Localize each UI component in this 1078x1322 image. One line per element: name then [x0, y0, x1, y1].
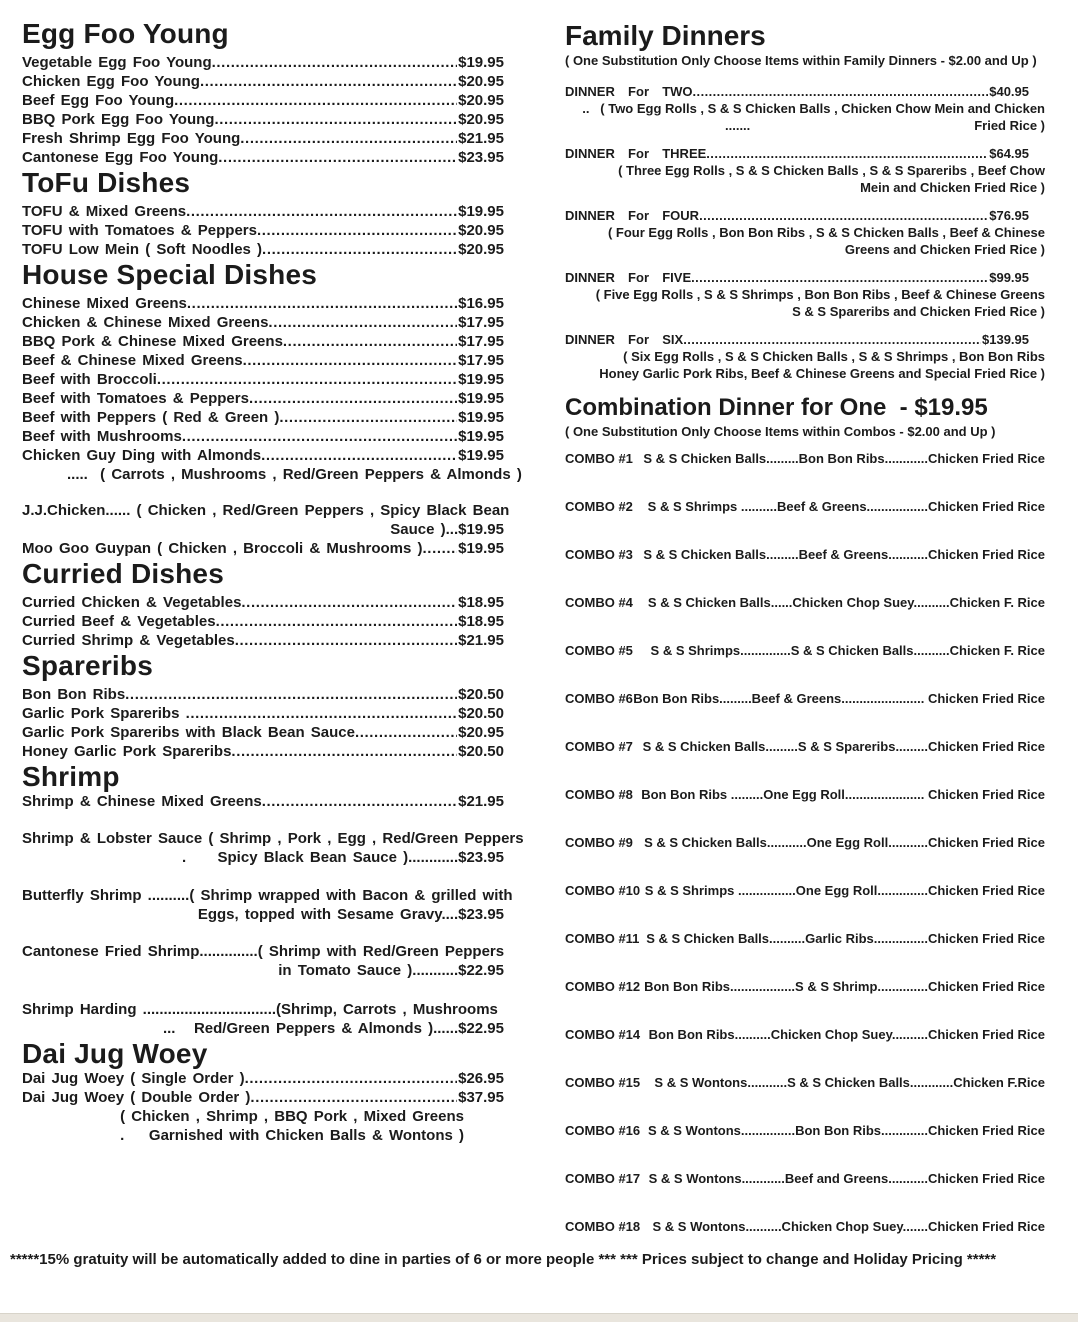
dinner-price: $40.95	[989, 84, 1029, 99]
dot-leader	[355, 723, 457, 742]
item-name: Garlic Pork Spareribs	[22, 705, 186, 722]
lobster-line2-dot: .	[182, 849, 187, 866]
dinner-for-four	[565, 207, 1045, 258]
combo-row	[565, 978, 1045, 995]
dinner-for-two	[565, 83, 1045, 134]
item-name: Beef with Tomatoes & Peppers	[22, 390, 249, 407]
dinner-desc-line1: ( Three Egg Rolls , S & S Chicken Balls , S & S Spareribs , Beef Chow	[618, 163, 1045, 178]
combo-row	[565, 1122, 1045, 1139]
dinner-for-three	[565, 145, 1045, 196]
item-price: $37.95	[458, 1089, 504, 1106]
item-price: $20.95	[458, 73, 504, 90]
item-price: $20.95	[458, 724, 504, 741]
harding-line2: ... Red/Green Peppers & Almonds )......$22.95	[162, 1020, 504, 1037]
combo-label: COMBO #14	[565, 1027, 641, 1042]
combo-label: COMBO #10	[565, 883, 641, 898]
section-tofu-dishes	[22, 167, 504, 259]
cantonese-line2: in Tomato Sauce )...........$22.95	[278, 962, 504, 979]
dot-leader	[200, 72, 457, 91]
combo-text: S & S Chicken Balls.........Bon Bon Ribs............Chicken Fried Rice	[643, 451, 1045, 466]
item-name: TOFU Low Mein ( Soft Noodles )	[22, 241, 263, 258]
combo-row	[565, 690, 1045, 707]
combo-text: S & S Shrimps..............S & S Chicken Balls..........Chicken F. Rice	[650, 643, 1045, 658]
item-name: Dai Jug Woey ( Double Order )	[22, 1089, 251, 1106]
section-title-combination-dinner: Combination Dinner for One - $19.95	[565, 394, 988, 421]
dot-leader	[249, 389, 457, 408]
dot-leader	[250, 1088, 457, 1107]
combo-row	[565, 930, 1045, 947]
menu-item	[22, 332, 504, 351]
menu-item	[22, 221, 504, 240]
combo-row	[565, 546, 1045, 563]
dot-leader	[245, 1069, 458, 1088]
item-price: $19.95	[458, 54, 504, 71]
dot-leader	[186, 202, 457, 221]
menu-item	[22, 685, 504, 704]
dinner-desc-line2: Honey Garlic Pork Ribs, Beef & Chinese Greens and Special Fried Rice )	[599, 366, 1045, 381]
lobster-line1: Shrimp & Lobster Sauce ( Shrimp , Pork , Egg , Red/Green Peppers	[22, 830, 524, 847]
menu-item	[22, 129, 504, 148]
item-price: $19.95	[458, 390, 504, 407]
butterfly-line1: Butterfly Shrimp ..........( Shrimp wrapped with Bacon & grilled with	[22, 887, 513, 904]
desc-text: Fried Rice )	[974, 118, 1045, 133]
dinner-for-five	[565, 269, 1045, 320]
section-curried-dishes	[22, 558, 504, 650]
item-price: $20.50	[458, 705, 504, 722]
section-egg-foo-young	[22, 18, 504, 167]
combo-row	[565, 1026, 1045, 1043]
dinner-price: $76.95	[989, 208, 1029, 223]
combo-text: S & S Chicken Balls...........One Egg Roll...........Chicken Fried Rice	[644, 835, 1045, 850]
combo-label: COMBO #16	[565, 1123, 641, 1138]
dot-leader	[262, 792, 457, 811]
section-title-shrimp: Shrimp	[22, 761, 120, 792]
right-column	[565, 18, 1045, 1235]
menu-item	[22, 704, 504, 723]
dot-leader	[231, 742, 457, 761]
dai-jug-woey-notes	[22, 1107, 504, 1145]
combo-label: COMBO #3	[565, 547, 633, 562]
item-name: TOFU with Tomatoes & Peppers	[22, 222, 257, 239]
menu-item	[22, 294, 504, 313]
item-name: Honey Garlic Pork Spareribs	[22, 743, 232, 760]
item-price: $16.95	[458, 295, 504, 312]
dinner-name: DINNER For FOUR	[565, 208, 700, 223]
combo-label: COMBO #5	[565, 643, 633, 658]
gratuity-notice: *****15% gratuity will be automatically added to dine in parties of 6 or more people *** *** Prices subject to change and Holiday Pricing *****	[10, 1251, 997, 1268]
menu-item	[22, 1069, 504, 1088]
combo-text: Bon Bon Ribs..................S & S Shrimp..............Chicken Fried Rice	[644, 979, 1045, 994]
combo-row	[565, 642, 1045, 659]
item-price: $20.95	[458, 111, 504, 128]
menu-item	[22, 389, 504, 408]
combo-row	[565, 1218, 1045, 1235]
menu-item	[22, 110, 504, 129]
bottom-strip	[0, 1313, 1078, 1322]
combo-row	[565, 786, 1045, 803]
dot-leader	[214, 110, 457, 129]
item-name: Curried Shrimp & Vegetables	[22, 632, 235, 649]
section-title-spareribs: Spareribs	[22, 650, 153, 681]
item-name: Chicken Guy Ding with Almonds	[22, 447, 262, 464]
section-house-special	[22, 259, 522, 558]
item-price: $18.95	[458, 613, 504, 630]
item-price: $21.95	[458, 130, 504, 147]
dinner-row	[565, 207, 1045, 224]
dinner-desc-line1: .. ( Two Egg Rolls , S & S Chicken Balls , Chicken Chow Mein and Chicken	[582, 101, 1045, 116]
item-price: $20.95	[458, 92, 504, 109]
dot-leader	[699, 207, 988, 224]
combo-text: S & S Wontons...............Bon Bon Ribs.............Chicken Fried Rice	[647, 1123, 1045, 1138]
dinner-name: DINNER For SIX	[565, 332, 684, 347]
item-price: $19.95	[458, 428, 504, 445]
guy-ding-ingredients-note: ..... ( Carrots , Mushrooms , Red/Green Peppers & Almonds )	[67, 466, 522, 483]
item-price: $19.95	[458, 540, 504, 557]
jj-chicken-line2: Sauce )...$19.95	[390, 521, 504, 538]
combo-text: S & S Chicken Balls.........Beef & Greens...........Chicken Fried Rice	[643, 547, 1045, 562]
item-name: Moo Goo Guypan ( Chicken , Broccoli & Mushrooms )	[22, 540, 423, 557]
item-name: Beef with Mushrooms	[22, 428, 182, 445]
item-name: Bon Bon Ribs	[22, 686, 126, 703]
menu-item	[22, 593, 504, 612]
item-price: $20.95	[458, 222, 504, 239]
item-price: $26.95	[458, 1070, 504, 1087]
dinner-desc-line2	[565, 117, 1045, 134]
dinner-row	[565, 145, 1045, 162]
dinner-desc-line2: S & S Spareribs and Chicken Fried Rice )	[792, 304, 1045, 319]
dot-leader	[125, 685, 457, 704]
combo-label: COMBO #8	[565, 787, 633, 802]
dinner-price: $139.95	[982, 332, 1029, 347]
combo-text: S & S Wontons...........S & S Chicken Balls............Chicken F.Rice	[654, 1075, 1045, 1090]
combo-text: S & S Shrimps ................One Egg Roll..............Chicken Fried Rice	[644, 883, 1045, 898]
item-name: Dai Jug Woey ( Single Order )	[22, 1070, 245, 1087]
section-title-dai-jug-woey: Dai Jug Woey	[22, 1038, 208, 1069]
dot-leader	[283, 332, 457, 351]
item-name: Beef with Broccoli	[22, 371, 157, 388]
menu-item	[22, 539, 504, 558]
dot-leader	[423, 539, 458, 558]
section-title-tofu-dishes: ToFu Dishes	[22, 167, 191, 198]
dot-leader	[261, 446, 457, 465]
dot-leader	[235, 631, 457, 650]
combo-label: COMBO #7	[565, 739, 633, 754]
item-price: $17.95	[458, 333, 504, 350]
dot-leader	[683, 331, 981, 348]
section-shrimp	[22, 761, 524, 1038]
cantonese-fried-shrimp-item	[22, 942, 504, 980]
item-price: $20.50	[458, 743, 504, 760]
combo-label: COMBO #11	[565, 931, 640, 946]
shrimp-lobster-sauce-item	[22, 829, 524, 867]
dot-leader	[218, 148, 457, 167]
section-combination-dinner	[565, 394, 1045, 1235]
item-name: Beef & Chinese Mixed Greens	[22, 352, 243, 369]
item-name: Cantonese Egg Foo Young	[22, 149, 219, 166]
item-name: Curried Beef & Vegetables	[22, 613, 216, 630]
menu-item	[22, 723, 504, 742]
jj-chicken-item	[22, 501, 510, 558]
combo-label: COMBO #2	[565, 499, 633, 514]
combo-label: COMBO #4	[565, 595, 633, 610]
menu-item	[22, 1088, 504, 1107]
dot-leader	[706, 145, 988, 162]
item-name: BBQ Pork Egg Foo Young	[22, 111, 215, 128]
section-title-egg-foo-young: Egg Foo Young	[22, 18, 229, 49]
item-name: Beef Egg Foo Young	[22, 92, 175, 109]
dot-leader	[187, 294, 457, 313]
combo-row	[565, 594, 1045, 611]
combo-label: COMBO #17	[565, 1171, 641, 1186]
item-price: $21.95	[458, 632, 504, 649]
dai-note-line1: ( Chicken , Shrimp , BBQ Pork , Mixed Greens	[120, 1108, 464, 1125]
desc-dots: .......	[725, 118, 751, 133]
item-price: $18.95	[458, 594, 504, 611]
item-price: $23.95	[458, 149, 504, 166]
combo-text: S & S Chicken Balls.........S & S Spareribs.........Chicken Fried Rice	[642, 739, 1045, 754]
menu-item	[22, 148, 504, 167]
item-price: $19.95	[458, 371, 504, 388]
butterfly-line2: Eggs, topped with Sesame Gravy....$23.95	[197, 906, 504, 923]
combo-text: Bon Bon Ribs .........One Egg Roll...................... Chicken Fried Rice	[641, 787, 1045, 802]
dinner-row	[565, 331, 1045, 348]
item-price: $19.95	[458, 409, 504, 426]
dot-leader	[174, 91, 457, 110]
section-dai-jug-woey	[22, 1038, 504, 1145]
dot-leader	[182, 427, 457, 446]
item-name: Fresh Shrimp Egg Foo Young	[22, 130, 241, 147]
dinner-for-six	[565, 331, 1045, 382]
dot-leader	[279, 408, 457, 427]
dinner-name: DINNER For TWO	[565, 84, 693, 99]
item-price: $17.95	[458, 314, 504, 331]
section-family-dinners	[565, 20, 1045, 382]
dot-leader	[186, 704, 458, 723]
lobster-line2-text: Spicy Black Bean Sauce )............$23.95	[217, 849, 504, 866]
dinner-price: $99.95	[989, 270, 1029, 285]
combo-text: Bon Bon Ribs.........Beef & Greens....................... Chicken Fried Rice	[633, 691, 1045, 706]
item-name: Chicken & Chinese Mixed Greens	[22, 314, 269, 331]
cantonese-line1: Cantonese Fried Shrimp..............( Shrimp with Red/Green Peppers	[22, 943, 505, 960]
dot-leader	[268, 313, 457, 332]
section-title-family-dinners: Family Dinners	[565, 20, 766, 51]
dot-leader	[157, 370, 457, 389]
item-name: Garlic Pork Spareribs with Black Bean Sauce	[22, 724, 355, 741]
dot-leader	[693, 83, 989, 100]
combo-label: COMBO #9	[565, 835, 633, 850]
dot-leader	[257, 221, 457, 240]
item-name: Beef with Peppers ( Red & Green )	[22, 409, 280, 426]
section-spareribs	[22, 650, 504, 761]
item-price: $17.95	[458, 352, 504, 369]
item-name: Chinese Mixed Greens	[22, 295, 187, 312]
item-name: Vegetable Egg Foo Young	[22, 54, 212, 71]
item-price: $20.95	[458, 241, 504, 258]
menu-item	[22, 742, 504, 761]
menu-item	[22, 202, 504, 221]
dinner-desc-line2: Mein and Chicken Fried Rice )	[860, 180, 1045, 195]
butterfly-shrimp-item	[22, 886, 513, 924]
combo-label: COMBO #1	[565, 451, 633, 466]
combo-row	[565, 882, 1045, 899]
item-name: Shrimp & Chinese Mixed Greens	[22, 793, 262, 810]
item-name: Chicken Egg Foo Young	[22, 73, 200, 90]
dinner-price: $64.95	[989, 146, 1029, 161]
combo-text: S & S Shrimps ..........Beef & Greens.................Chicken Fried Rice	[647, 499, 1045, 514]
combo-row	[565, 834, 1045, 851]
item-name: BBQ Pork & Chinese Mixed Greens	[22, 333, 283, 350]
combo-row	[565, 498, 1045, 515]
menu-item	[22, 792, 504, 811]
combo-row	[565, 1170, 1045, 1187]
menu-item	[22, 408, 504, 427]
item-price: $21.95	[458, 793, 504, 810]
combo-label: COMBO #6	[565, 691, 633, 706]
item-price: $19.95	[458, 203, 504, 220]
dinner-row	[565, 269, 1045, 286]
menu-item	[22, 631, 504, 650]
item-price: $20.50	[458, 686, 504, 703]
combo-label: COMBO #18	[565, 1219, 641, 1234]
combo-text: S & S Wontons..........Chicken Chop Suey.......Chicken Fried Rice	[652, 1219, 1045, 1234]
lobster-line2	[22, 848, 504, 867]
menu-item	[22, 370, 504, 389]
menu-item	[22, 351, 504, 370]
combo-text: S & S Chicken Balls......Chicken Chop Suey..........Chicken F. Rice	[647, 595, 1045, 610]
dinner-desc-line1: ( Four Egg Rolls , Bon Bon Ribs , S & S Chicken Balls , Beef & Chinese	[607, 225, 1045, 240]
section-title-curried-dishes: Curried Dishes	[22, 558, 224, 589]
harding-line1: Shrimp Harding ................................(Shrimp, Carrots , Mushrooms	[22, 1001, 498, 1018]
combo-text: S & S Wontons............Beef and Greens...........Chicken Fried Rice	[648, 1171, 1045, 1186]
item-price: $19.95	[458, 447, 504, 464]
combo-label: COMBO #15	[565, 1075, 641, 1090]
menu-item	[22, 53, 504, 72]
item-name: Curried Chicken & Vegetables	[22, 594, 242, 611]
dinner-desc-line2: Greens and Chicken Fried Rice )	[844, 242, 1045, 257]
menu-item	[22, 91, 504, 110]
section-title-house-special: House Special Dishes	[22, 259, 318, 290]
menu-item	[22, 72, 504, 91]
dot-leader	[691, 269, 988, 286]
dot-leader	[262, 240, 457, 259]
combo-text: S & S Chicken Balls..........Garlic Ribs...............Chicken Fried Rice	[646, 931, 1045, 946]
menu-item	[22, 446, 504, 465]
dinner-row	[565, 83, 1045, 100]
combo-row	[565, 738, 1045, 755]
dot-leader	[216, 612, 458, 631]
dinner-name: DINNER For THREE	[565, 146, 707, 161]
dinner-desc-line1: ( Five Egg Rolls , S & S Shrimps , Bon Bon Ribs , Beef & Chinese Greens	[595, 287, 1045, 302]
menu-item	[22, 240, 504, 259]
dot-leader	[241, 593, 457, 612]
jj-chicken-line1: J.J.Chicken...... ( Chicken , Red/Green Peppers , Spicy Black Bean	[22, 502, 510, 519]
shrimp-harding-item	[22, 1000, 504, 1038]
combo-row	[565, 450, 1045, 467]
menu-item	[22, 313, 504, 332]
dot-leader	[243, 351, 458, 370]
item-name: TOFU & Mixed Greens	[22, 203, 187, 220]
menu-item	[22, 612, 504, 631]
combo-label: COMBO #12	[565, 979, 641, 994]
menu-item	[22, 427, 504, 446]
family-dinners-subtitle: ( One Substitution Only Choose Items within Family Dinners - $2.00 and Up )	[565, 53, 1037, 68]
dinner-desc-line1: ( Six Egg Rolls , S & S Chicken Balls , S & S Shrimps , Bon Bon Ribs	[623, 349, 1045, 364]
left-column	[22, 18, 524, 1235]
combo-row	[565, 1074, 1045, 1091]
dot-leader	[240, 129, 457, 148]
combo-text: Bon Bon Ribs..........Chicken Chop Suey..........Chicken Fried Rice	[648, 1027, 1045, 1042]
dai-note-line2: . Garnished with Chicken Balls & Wontons )	[120, 1127, 464, 1144]
dot-leader	[212, 53, 457, 72]
dinner-name: DINNER For FIVE	[565, 270, 692, 285]
combination-subtitle: ( One Substitution Only Choose Items within Combos - $2.00 and Up )	[565, 424, 996, 439]
